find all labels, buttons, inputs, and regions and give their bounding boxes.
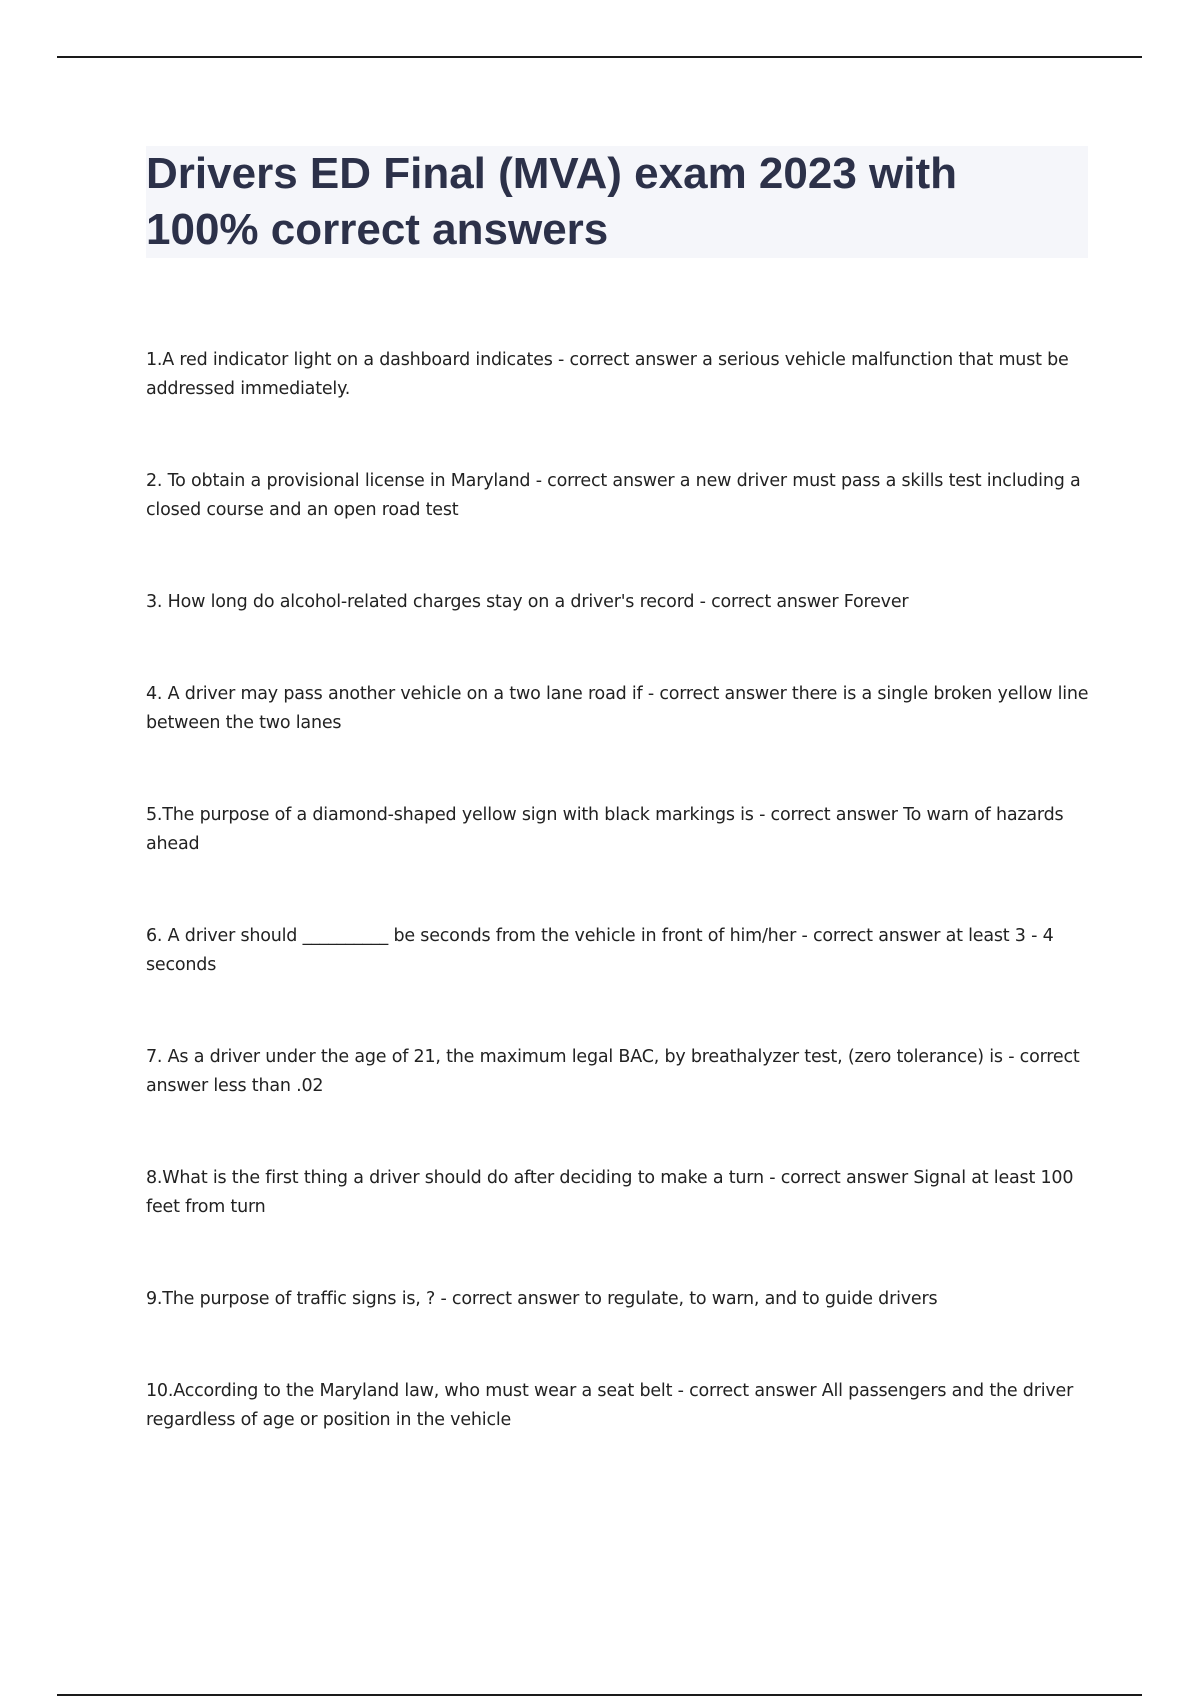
page-title: Drivers ED Final (MVA) exam 2023 with 100% correct answers	[146, 149, 958, 254]
qa-item-6: 6. A driver should __________ be seconds from the vehicle in front of him/her - correct answer at least 3 - 4 seconds	[146, 926, 1054, 975]
qa-item-10: 10.According to the Maryland law, who must wear a seat belt - correct answer All passengers and the driver regardless of age or position in the vehicle	[146, 1381, 1074, 1430]
qa-item-7: 7. As a driver under the age of 21, the maximum legal BAC, by breathalyzer test, (zero tolerance) is - correct answer less than .02	[146, 1047, 1080, 1096]
top-rule	[57, 56, 1142, 58]
qa-item-2: 2. To obtain a provisional license in Maryland - correct answer a new driver must pass a skills test including a closed course and an open road test	[146, 471, 1081, 520]
qa-item-8: 8.What is the first thing a driver should do after deciding to make a turn - correct answer Signal at least 100 feet from turn	[146, 1168, 1074, 1217]
title-box	[146, 146, 1088, 258]
qa-item-4: 4. A driver may pass another vehicle on a two lane road if - correct answer there is a single broken yellow line between the two lanes	[146, 684, 1089, 733]
bottom-rule	[57, 1694, 1142, 1696]
qa-item-1: 1.A red indicator light on a dashboard indicates - correct answer a serious vehicle malfunction that must be addressed immediately.	[146, 350, 1069, 399]
qa-list	[146, 346, 1091, 1498]
qa-item-5: 5.The purpose of a diamond-shaped yellow sign with black markings is - correct answer To warn of hazards ahead	[146, 805, 1064, 854]
qa-item-9: 9.The purpose of traffic signs is, ? - correct answer to regulate, to warn, and to guide drivers	[146, 1289, 938, 1309]
qa-item-3: 3. How long do alcohol-related charges stay on a driver's record - correct answer Forever	[146, 592, 909, 612]
